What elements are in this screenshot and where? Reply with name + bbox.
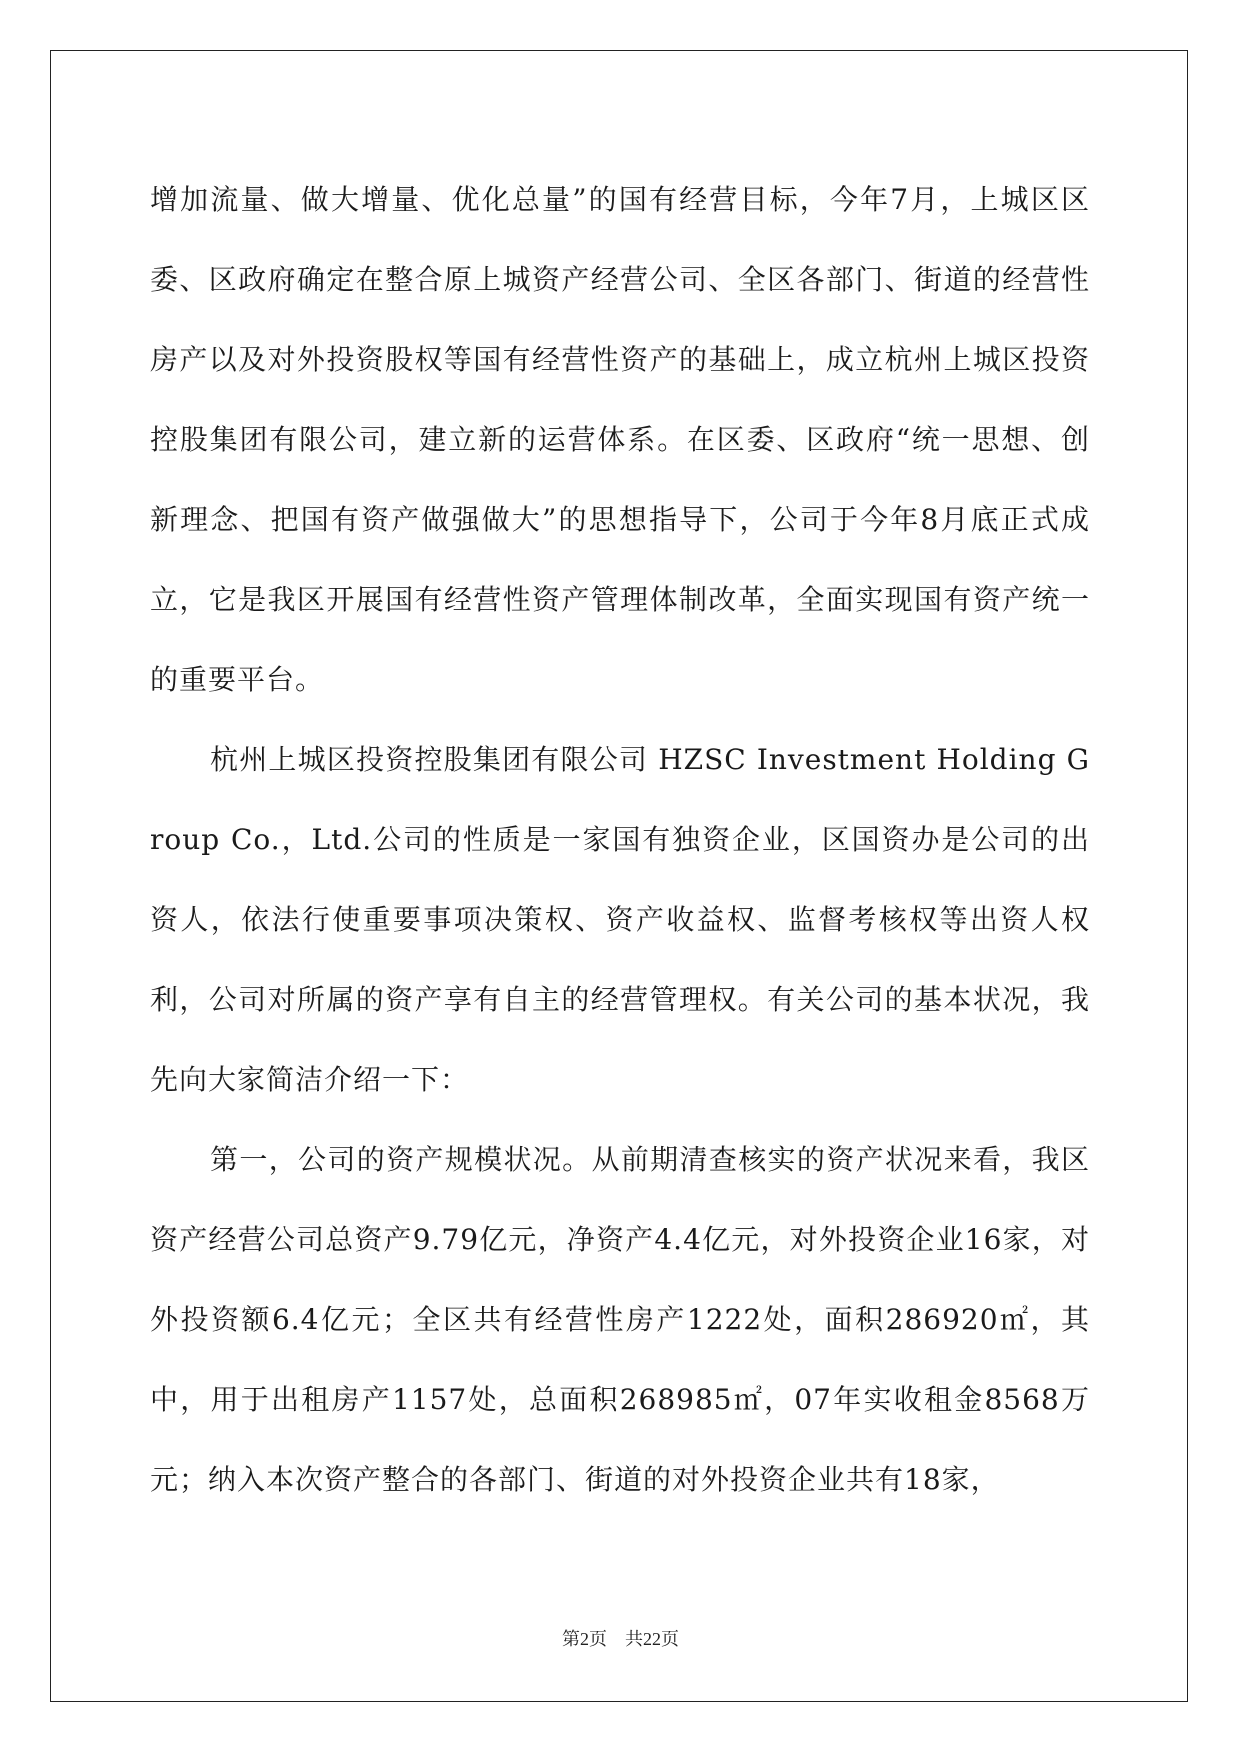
paragraph-company-intro: 杭州上城区投资控股集团有限公司 HZSC Investment Holding Group Co.，Ltd.公司的性质是一家国有独资企业，区国资办是公司的出资人，依法行使重要事项决策权、资产收益权、监督考核权等出资人权利，公司对所属的资产享有自主的经营管理权。有关公司的基本状况，我先向大家简洁介绍一下： — [150, 743, 1090, 1096]
page-total: 共22页 — [625, 1629, 679, 1649]
paragraph-asset-scale: 第一，公司的资产规模状况。从前期清查核实的资产状况来看，我区资产经营公司总资产9.79亿元，净资产4.4亿元，对外投资企业16家，对外投资额6.4亿元；全区共有经营性房产1222处，面积286920㎡，其中，用于出租房产1157处，总面积268985㎡，07年实收租金8568万元；纳入本次资产整合的各部门、街道的对外投资企业共有18家， — [150, 1143, 1090, 1496]
document-body — [150, 160, 1090, 1520]
page-footer — [0, 1625, 1241, 1651]
page-number: 第2页 — [562, 1629, 607, 1649]
paragraph-continuation: 增加流量、做大增量、优化总量”的国有经营目标，今年7月，上城区区委、区政府确定在整合原上城资产经营公司、全区各部门、街道的经营性房产以及对外投资股权等国有经营性资产的基础上，成立杭州上城区投资控股集团有限公司，建立新的运营体系。在区委、区政府“统一思想、创新理念、把国有资产做强做大”的思想指导下，公司于今年8月底正式成立，它是我区开展国有经营性资产管理体制改革，全面实现国有资产统一的重要平台。 — [150, 183, 1090, 696]
